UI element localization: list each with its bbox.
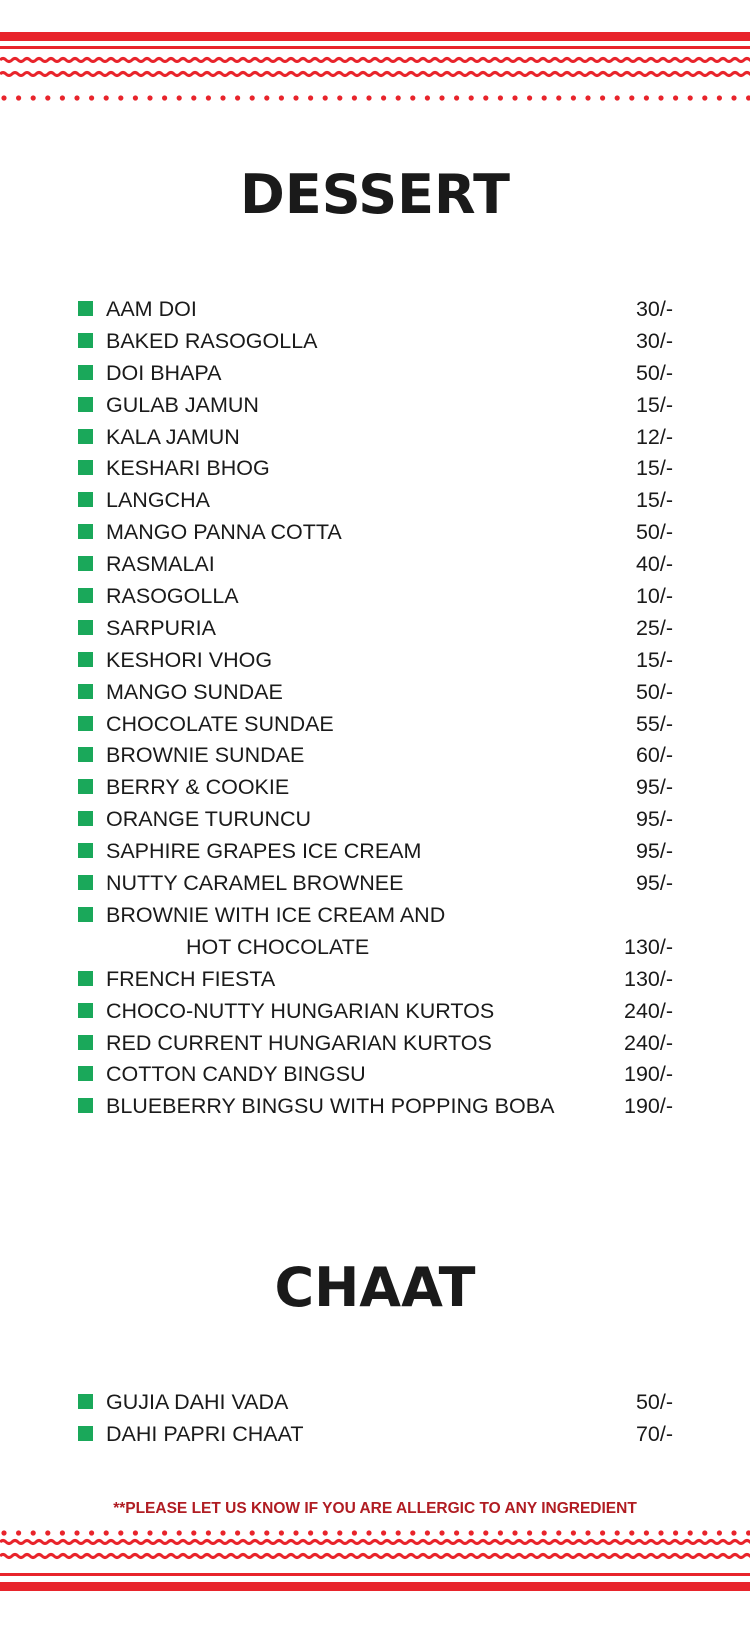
menu-item (78, 743, 673, 775)
bullet-square-icon (78, 620, 93, 635)
border-wave (0, 73, 750, 76)
item-name: LANGCHA (106, 488, 210, 513)
border-wave (0, 1555, 750, 1558)
bullet-square-icon (78, 429, 93, 444)
item-name: FRENCH FIESTA (106, 966, 276, 991)
border-dot (16, 95, 21, 100)
bullet-square-icon (78, 684, 93, 699)
menu-item (78, 329, 673, 361)
border-thick-stripe (0, 1582, 750, 1591)
item-name: MANGO SUNDAE (106, 679, 283, 704)
chaat-section-title: CHAAT (274, 1256, 476, 1319)
border-dot (337, 1530, 342, 1535)
border-dot (629, 1530, 634, 1535)
item-name: BROWNIE SUNDAE (106, 743, 305, 768)
menu-item (78, 1062, 673, 1094)
item-name: CHOCOLATE SUNDAE (106, 711, 334, 736)
menu-item (78, 425, 673, 457)
item-price: 70/- (635, 1421, 673, 1446)
menu-item (78, 393, 673, 425)
border-dot (31, 95, 36, 100)
bottom-decorative-border (0, 1530, 750, 1610)
menu-item (78, 775, 673, 807)
border-dot (89, 1530, 94, 1535)
item-name: DOI BHAPA (106, 360, 222, 385)
border-dot (381, 95, 386, 100)
border-dot (542, 1530, 547, 1535)
border-dot (629, 95, 634, 100)
item-price: 240/- (623, 998, 673, 1023)
border-dot (571, 1530, 576, 1535)
menu-item (78, 488, 673, 520)
border-dot (366, 95, 371, 100)
border-dot (104, 1530, 109, 1535)
item-name: BROWNIE WITH ICE CREAM AND (106, 902, 446, 927)
border-dot (644, 1530, 649, 1535)
border-dot (89, 95, 94, 100)
item-price: 25/- (635, 615, 673, 640)
bullet-square-icon (78, 652, 93, 667)
border-dot (381, 1530, 386, 1535)
item-name: GUJIA DAHI VADA (106, 1390, 289, 1414)
border-dot (191, 1530, 196, 1535)
border-dot (264, 1530, 269, 1535)
bullet-square-icon (78, 556, 93, 571)
border-dot (31, 1530, 36, 1535)
item-price: 95/- (635, 871, 673, 896)
border-wave (0, 59, 750, 62)
border-dot (177, 95, 182, 100)
item-name: BERRY & COOKIE (106, 775, 290, 800)
menu-item (78, 1390, 673, 1422)
border-dot (702, 1530, 707, 1535)
bullet-square-icon (78, 875, 93, 890)
bullet-square-icon (78, 588, 93, 603)
border-dot (133, 95, 138, 100)
border-dot (658, 95, 663, 100)
item-price: 12/- (635, 424, 673, 449)
menu-item (78, 552, 673, 584)
border-dot (396, 95, 401, 100)
item-price: 10/- (635, 584, 673, 609)
item-name: BAKED RASOGOLLA (106, 328, 318, 353)
bullet-square-icon (78, 716, 93, 731)
border-dot (498, 1530, 503, 1535)
border-dot (527, 95, 532, 100)
bullet-square-icon (78, 779, 93, 794)
border-dot (439, 1530, 444, 1535)
top-decorative-border (0, 30, 750, 110)
border-dot (600, 95, 605, 100)
item-name: RASMALAI (106, 552, 215, 577)
bullet-square-icon (78, 301, 93, 316)
border-dot (746, 95, 750, 100)
border-dot (293, 95, 298, 100)
item-name: AAM DOI (106, 297, 197, 321)
item-name: RASOGOLLA (106, 584, 239, 609)
menu-item (78, 1422, 673, 1454)
item-price: 15/- (635, 392, 673, 417)
border-dot (396, 1530, 401, 1535)
border-dot (439, 95, 444, 100)
border-dot (615, 1530, 620, 1535)
item-price: 40/- (635, 552, 673, 577)
menu-item (78, 648, 673, 680)
border-dot (279, 1530, 284, 1535)
menu-item (78, 680, 673, 712)
bullet-square-icon (78, 1066, 93, 1081)
item-name: GULAB JAMUN (106, 392, 259, 417)
menu-item (78, 1094, 673, 1126)
item-price: 30/- (635, 328, 673, 353)
bullet-square-icon (78, 1394, 93, 1409)
menu-item (78, 712, 673, 744)
border-dot (658, 1530, 663, 1535)
border-dot (323, 95, 328, 100)
menu-item (78, 616, 673, 648)
bullet-square-icon (78, 971, 93, 986)
border-dot (177, 1530, 182, 1535)
border-dot (585, 1530, 590, 1535)
menu-item (78, 903, 673, 967)
border-dot (688, 1530, 693, 1535)
item-price: 95/- (635, 807, 673, 832)
item-name: CHOCO-NUTTY HUNGARIAN KURTOS (106, 998, 495, 1023)
border-dot (425, 95, 430, 100)
border-dot (731, 1530, 736, 1535)
bullet-square-icon (78, 333, 93, 348)
border-dot (162, 95, 167, 100)
menu-item (78, 871, 673, 903)
menu-item (78, 520, 673, 552)
bullet-square-icon (78, 747, 93, 762)
border-dot (352, 95, 357, 100)
bullet-square-icon (78, 460, 93, 475)
border-dot (571, 95, 576, 100)
border-dot (717, 1530, 722, 1535)
border-dot (512, 1530, 517, 1535)
border-dot (220, 1530, 225, 1535)
border-dot (410, 95, 415, 100)
item-name: DAHI PAPRI CHAAT (106, 1421, 304, 1446)
item-price: 50/- (635, 679, 673, 704)
border-dot (483, 95, 488, 100)
menu-item (78, 967, 673, 999)
border-dot (585, 95, 590, 100)
item-price: 50/- (635, 520, 673, 545)
border-dot (673, 95, 678, 100)
dessert-menu-list (78, 297, 673, 1126)
border-dot (235, 1530, 240, 1535)
border-dot (220, 95, 225, 100)
border-dot (162, 1530, 167, 1535)
item-price: 50/- (635, 360, 673, 385)
border-wave (0, 1541, 750, 1544)
chaat-menu-list (78, 1390, 673, 1454)
border-dot (191, 95, 196, 100)
item-price: 15/- (635, 488, 673, 513)
border-dot (731, 95, 736, 100)
border-dot (352, 1530, 357, 1535)
allergy-note: **PLEASE LET US KNOW IF YOU ARE ALLERGIC TO ANY INGREDIENT (113, 1500, 637, 1517)
item-name: SARPURIA (106, 615, 216, 640)
bullet-square-icon (78, 811, 93, 826)
border-dot (542, 95, 547, 100)
item-price: 130/- (623, 966, 673, 991)
border-dot (235, 95, 240, 100)
border-dot (454, 1530, 459, 1535)
bullet-square-icon (78, 1098, 93, 1113)
item-price: 15/- (635, 456, 673, 481)
border-dot (206, 1530, 211, 1535)
border-dot (45, 1530, 50, 1535)
border-dot (264, 95, 269, 100)
bullet-square-icon (78, 843, 93, 858)
border-dot (74, 1530, 79, 1535)
menu-item (78, 361, 673, 393)
menu-item (78, 999, 673, 1031)
border-dot (556, 1530, 561, 1535)
border-dot (673, 1530, 678, 1535)
border-dot (1, 95, 6, 100)
item-price: 240/- (623, 1030, 673, 1055)
bullet-square-icon (78, 492, 93, 507)
border-dot (337, 95, 342, 100)
border-dot (498, 95, 503, 100)
border-dot (527, 1530, 532, 1535)
border-dot (308, 95, 313, 100)
bullet-square-icon (78, 524, 93, 539)
border-dot (1, 1530, 6, 1535)
item-name: RED CURRENT HUNGARIAN KURTOS (106, 1030, 492, 1055)
bullet-square-icon (78, 1035, 93, 1050)
border-dot (366, 1530, 371, 1535)
bullet-square-icon (78, 1426, 93, 1441)
border-dot (410, 1530, 415, 1535)
border-dot (45, 95, 50, 100)
item-price: 60/- (635, 743, 673, 768)
border-dot (454, 95, 459, 100)
item-name: SAPHIRE GRAPES ICE CREAM (106, 839, 422, 864)
item-name: BLUEBERRY BINGSU WITH POPPING BOBA (106, 1094, 555, 1119)
border-dot (147, 95, 152, 100)
item-price: 15/- (635, 647, 673, 672)
item-name: ORANGE TURUNCU (106, 807, 312, 832)
border-dot (644, 95, 649, 100)
border-thick-stripe (0, 32, 750, 41)
item-name: KALA JAMUN (106, 424, 240, 449)
border-dot (60, 95, 65, 100)
border-dot (118, 1530, 123, 1535)
border-dot (323, 1530, 328, 1535)
border-dot (293, 1530, 298, 1535)
border-dot (118, 95, 123, 100)
item-name: KESHORI VHOG (106, 647, 273, 672)
item-price: 190/- (623, 1094, 673, 1119)
bullet-square-icon (78, 365, 93, 380)
item-price: 50/- (635, 1390, 673, 1414)
border-dot (279, 95, 284, 100)
border-dot (16, 1530, 21, 1535)
border-dot (147, 1530, 152, 1535)
border-dot (206, 95, 211, 100)
item-price: 130/- (623, 934, 673, 959)
menu-item (78, 584, 673, 616)
border-dot (702, 95, 707, 100)
border-dot (425, 1530, 430, 1535)
border-dot (469, 95, 474, 100)
border-thin-stripe (0, 46, 750, 49)
border-dot (133, 1530, 138, 1535)
dessert-section-title: DESSERT (240, 163, 510, 226)
item-name: MANGO PANNA COTTA (106, 520, 342, 545)
border-dot (717, 95, 722, 100)
item-price: 95/- (635, 839, 673, 864)
bullet-square-icon (78, 907, 93, 922)
border-dot (688, 95, 693, 100)
menu-item (78, 297, 673, 329)
border-dot (250, 1530, 255, 1535)
bullet-square-icon (78, 397, 93, 412)
item-price: 55/- (635, 711, 673, 736)
item-price: 190/- (623, 1062, 673, 1087)
menu-item (78, 839, 673, 871)
menu-item (78, 456, 673, 488)
item-price: 30/- (635, 297, 673, 321)
border-dot (512, 95, 517, 100)
item-price: 95/- (635, 775, 673, 800)
border-thin-stripe (0, 1573, 750, 1576)
item-name: COTTON CANDY BINGSU (106, 1062, 366, 1087)
bullet-square-icon (78, 1003, 93, 1018)
border-dot (469, 1530, 474, 1535)
item-name-continuation: HOT CHOCOLATE (186, 934, 370, 959)
border-dot (60, 1530, 65, 1535)
border-dot (615, 95, 620, 100)
item-name: KESHARI BHOG (106, 456, 270, 481)
border-dot (104, 95, 109, 100)
border-dot (250, 95, 255, 100)
border-dot (74, 95, 79, 100)
border-dot (556, 95, 561, 100)
menu-item (78, 807, 673, 839)
border-dot (746, 1530, 750, 1535)
item-name: NUTTY CARAMEL BROWNEE (106, 871, 404, 896)
border-dot (483, 1530, 488, 1535)
border-dot (600, 1530, 605, 1535)
border-dot (308, 1530, 313, 1535)
menu-item (78, 1031, 673, 1063)
